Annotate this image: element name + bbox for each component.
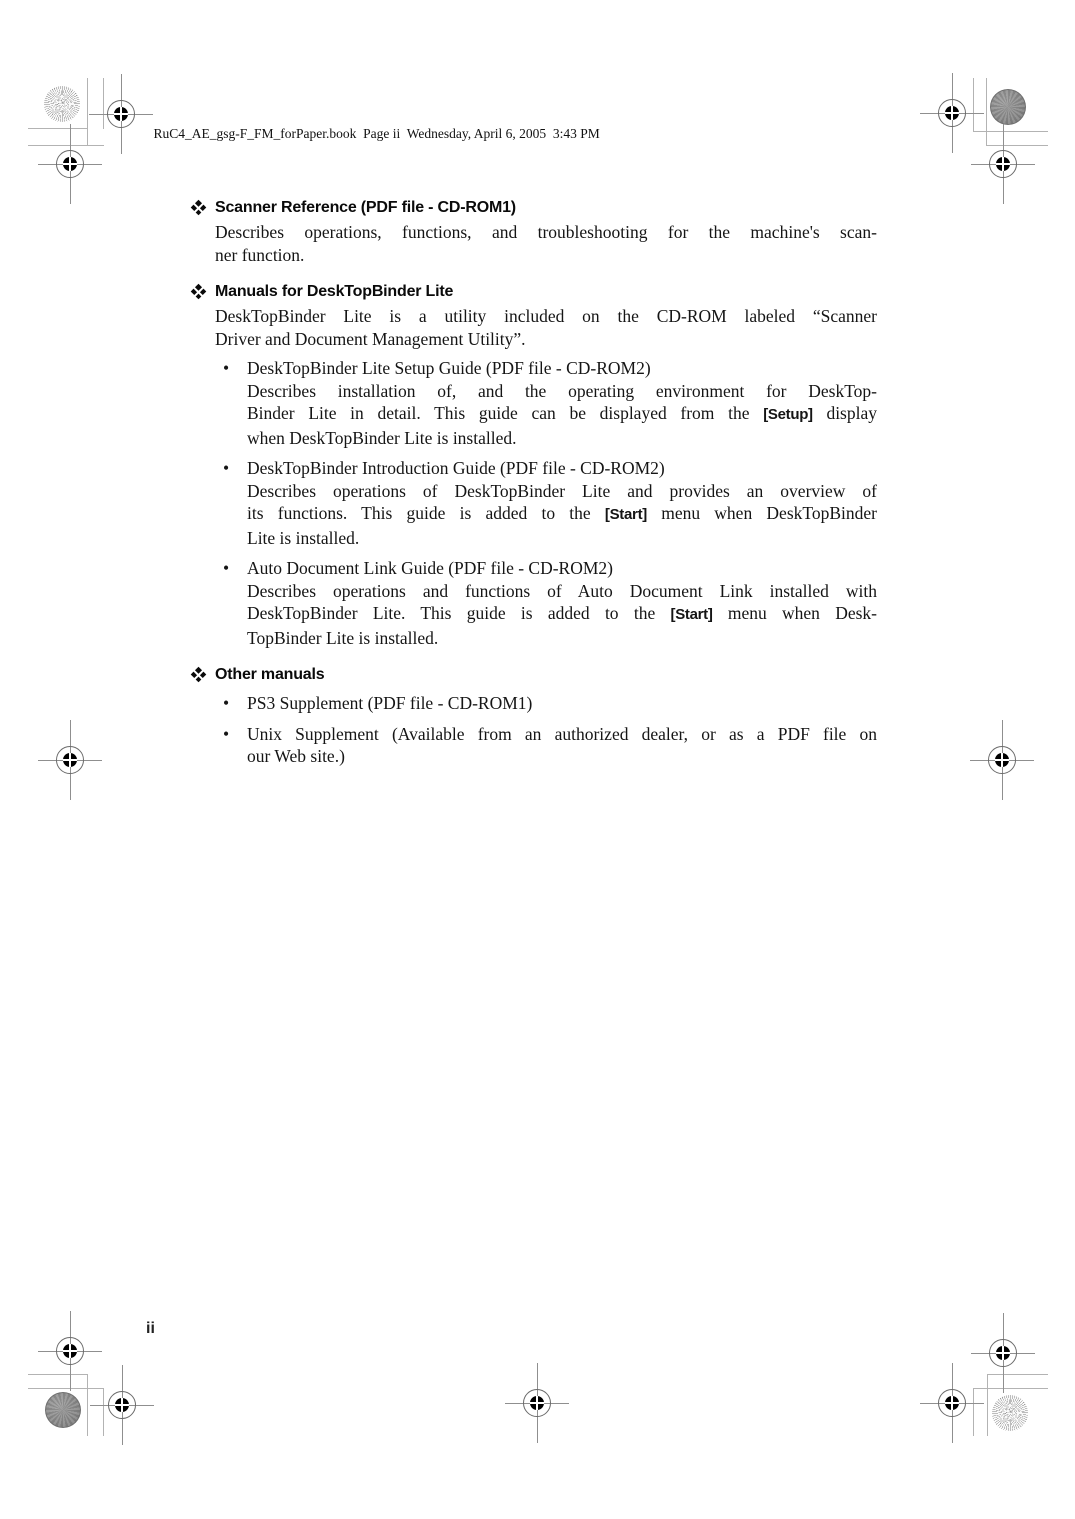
text-line	[247, 380, 877, 403]
text-segment: our Web site.)	[247, 746, 345, 766]
registration-mark-part	[1001, 753, 1002, 767]
list-item	[223, 357, 885, 449]
print-header-text: RuC4_AE_gsg-F_FM_forPaper.book Page ii Wednesday, April 6, 2005 3:43 PM	[153, 126, 600, 141]
calibration-circle-bottom-right	[992, 1395, 1028, 1431]
bullet-icon: •	[223, 723, 230, 744]
key-name-label: [Setup]	[763, 406, 813, 423]
list-item-text	[247, 357, 877, 449]
section-title: Manuals for DeskTopBinder Lite	[215, 283, 454, 300]
registration-mark-part	[120, 107, 121, 121]
section-heading	[193, 282, 885, 302]
text-line	[247, 602, 877, 627]
section-heading	[193, 665, 885, 685]
diamond-dot	[200, 288, 206, 294]
text-segment: menu when Desk-	[712, 603, 877, 623]
text-segment: display	[812, 403, 877, 423]
text-segment: DeskTopBinder Lite is a utility included on the CD-ROM labeled “Scanner	[215, 306, 877, 326]
section-marker-icon	[193, 198, 215, 213]
section-marker-icon	[193, 665, 215, 680]
page-number: ii	[146, 1320, 155, 1337]
diamond-glyph	[191, 284, 207, 300]
list-item	[223, 557, 885, 649]
text-line	[247, 357, 877, 380]
registration-mark-part	[69, 753, 70, 767]
diamond-glyph	[191, 667, 207, 683]
list-item-text	[247, 557, 877, 649]
text-segment: Binder Lite in detail. This guide can be displayed from the	[247, 403, 764, 423]
text-line	[247, 457, 877, 480]
section-paragraph	[215, 305, 877, 350]
registration-mark-part	[536, 1396, 537, 1410]
registration-mark-icon	[30, 720, 110, 800]
text-segment: menu when DeskTopBinder	[646, 503, 877, 523]
text-segment: Driver and Document Management Utility”.	[215, 328, 526, 349]
text-line	[215, 221, 877, 244]
text-segment: DeskTopBinder Lite Setup Guide (PDF file - CD-ROM2)	[247, 358, 651, 378]
diamond-dot	[200, 671, 206, 677]
text-segment: ner function.	[215, 244, 305, 265]
text-segment: Describes operations and functions of Auto Document Link installed with	[247, 580, 877, 601]
registration-mark-icon	[497, 1363, 577, 1443]
bullet-icon: •	[223, 358, 230, 378]
section	[193, 282, 885, 649]
text-segment: Auto Document Link Guide (PDF file - CD-ROM2)	[247, 558, 614, 578]
registration-mark-icon	[963, 1313, 1043, 1393]
diamond-dot	[200, 204, 206, 210]
diamond-glyph	[191, 200, 207, 216]
bullet-list	[223, 692, 885, 768]
text-line	[247, 745, 877, 768]
list-item-text	[247, 692, 877, 715]
calibration-circle-top-left	[44, 86, 80, 122]
registration-mark-icon	[82, 1365, 162, 1445]
registration-mark-part	[1002, 1346, 1003, 1360]
section-paragraph	[215, 221, 877, 266]
text-segment: DeskTopBinder Lite. This guide is added to the	[247, 603, 671, 623]
bullet-list	[223, 357, 885, 649]
text-line	[247, 527, 877, 550]
list-item	[223, 457, 885, 549]
section-marker-icon	[193, 282, 215, 297]
text-line	[247, 557, 877, 580]
bullet-icon: •	[223, 693, 230, 713]
registration-mark-icon	[963, 124, 1043, 204]
key-name-label: [Start]	[670, 606, 713, 623]
registration-mark-part	[69, 1344, 70, 1358]
bullet-icon: •	[223, 458, 230, 478]
text-segment: Describes installation of, and the operating environment for DeskTop-	[247, 380, 877, 401]
registration-mark-part	[69, 157, 70, 171]
section	[193, 198, 885, 266]
text-line	[247, 580, 877, 603]
text-line	[247, 692, 877, 715]
text-line	[247, 480, 877, 503]
diamond-dot	[195, 209, 201, 215]
section-title: Scanner Reference (PDF file - CD-ROM1)	[215, 199, 516, 216]
diamond-dot	[195, 293, 201, 299]
text-line	[247, 723, 877, 746]
text-segment: Describes operations of DeskTopBinder Lite and provides an overview of	[247, 480, 877, 501]
text-line	[247, 402, 877, 427]
registration-mark-icon	[30, 124, 110, 204]
diamond-dot	[195, 676, 201, 682]
text-segment: when DeskTopBinder Lite is installed.	[247, 427, 517, 448]
text-segment: its functions. This guide is added to the	[247, 503, 605, 523]
registration-mark-part	[1002, 157, 1003, 171]
text-segment: Lite is installed.	[247, 527, 360, 548]
registration-mark-part	[951, 106, 952, 120]
text-line	[215, 305, 877, 328]
text-segment: DeskTopBinder Introduction Guide (PDF file - CD-ROM2)	[247, 458, 665, 478]
key-name-label: [Start]	[604, 506, 647, 523]
document-content	[193, 198, 885, 784]
bullet-icon: •	[223, 558, 230, 578]
calibration-circle-top-right	[990, 89, 1026, 125]
section-title: Other manuals	[215, 666, 325, 683]
list-item	[223, 723, 885, 768]
text-line	[215, 328, 877, 351]
text-line	[247, 427, 877, 450]
text-segment: PS3 Supplement (PDF file - CD-ROM1)	[247, 693, 533, 713]
text-segment: TopBinder Lite is installed.	[247, 627, 439, 648]
registration-mark-icon	[962, 720, 1042, 800]
list-item-text	[247, 723, 877, 768]
section-heading	[193, 198, 885, 218]
text-segment: Unix Supplement (Available from an authorized dealer, or as a PDF file on	[247, 723, 877, 744]
text-segment: Describes operations, functions, and troubleshooting for the machine's scan-	[215, 222, 877, 242]
text-line	[215, 244, 877, 267]
section	[193, 665, 885, 768]
list-item	[223, 692, 885, 715]
registration-mark-part	[121, 1398, 122, 1412]
text-line	[247, 502, 877, 527]
registration-mark-part	[951, 1396, 952, 1410]
calibration-circle-bottom-left	[45, 1392, 81, 1428]
print-header	[140, 110, 600, 158]
list-item-text	[247, 457, 877, 549]
text-line	[247, 627, 877, 650]
